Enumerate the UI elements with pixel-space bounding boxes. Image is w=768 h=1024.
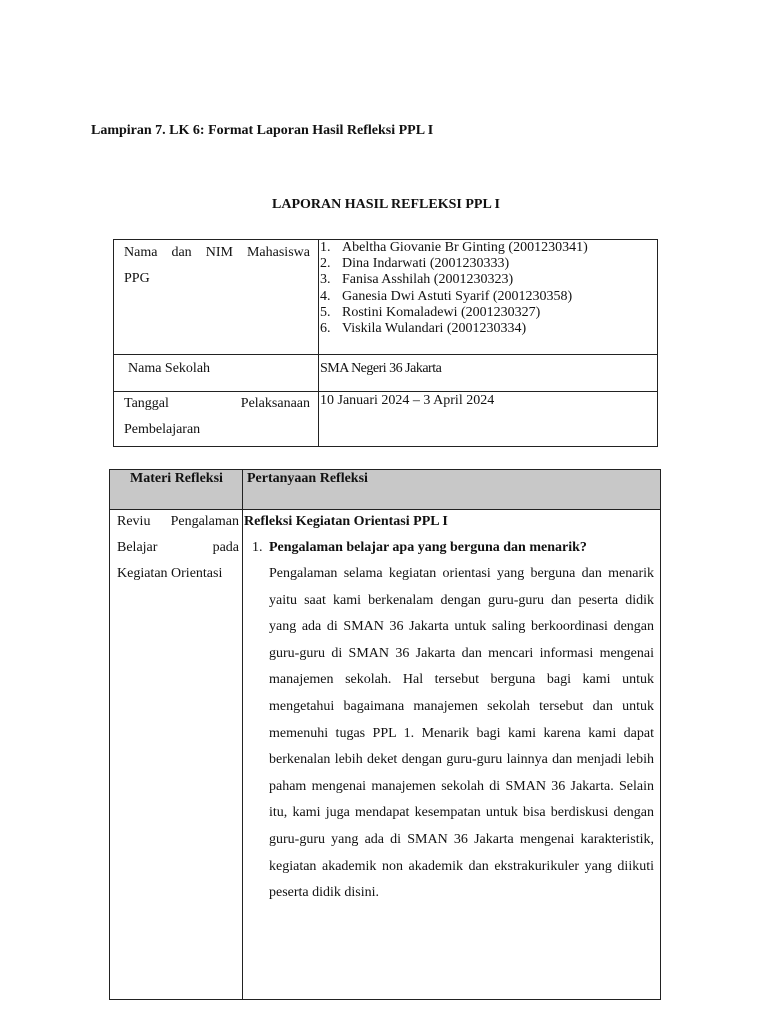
question-text: Pengalaman belajar apa yang berguna dan menarik?	[269, 540, 587, 555]
header-pertanyaan: Pertanyaan Refleksi	[247, 471, 368, 486]
section-title: Refleksi Kegiatan Orientasi PPL I	[244, 514, 448, 529]
member-item: 6. Viskila Wulandari (2001230334)	[320, 321, 527, 337]
date-label-word: Pembelajaran	[124, 422, 201, 437]
report-title: LAPORAN HASIL REFLEKSI PPL I	[272, 197, 500, 212]
date-label-word: Pelaksanaan	[240, 396, 310, 411]
date-label	[124, 391, 310, 443]
students-label-word: NIM	[205, 245, 233, 260]
students-label	[124, 240, 310, 292]
reflection-table-header	[110, 470, 660, 510]
materi-word: Kegiatan Orientasi	[117, 566, 223, 581]
answer-paragraph: Pengalaman selama kegiatan orientasi yang berguna dan menarik yaitu saat kami berkenalam dengan guru-guru dan peserta didik yang ada di SMAN 36 Jakarta untuk saling berkoordinasi dengan guru-guru di SMAN 36 Jakarta dan mencari informasi mengenai manajemen sekolah. Hal tersebut berguna bagi kami untuk mengetahui bagaimana manajemen sekolah tersebut dan untuk memenuhi tugas PPL 1. Menarik bagi kami karena kami dapat berkenalan lebih deket dengan guru-guru lainnya dan menjadi lebih paham mengenai manajemen sekolah di SMAN 36 Jakarta. Selain itu, kami juga mendapat kesempatan untuk bisa berdiskusi dengan guru-guru yang ada di SMAN 36 Jakarta mengenai karakteristik, kegiatan akademik non akademik dan ekstrakurikuler yang diikuti peserta didik disini.	[269, 566, 654, 901]
students-label-word: PPG	[124, 271, 150, 286]
header-materi: Materi Refleksi	[130, 471, 223, 486]
materi-word: Reviu	[117, 514, 151, 529]
date-label-word: Tanggal	[124, 396, 169, 411]
students-label-word: dan	[171, 245, 192, 260]
question-number: 1.	[252, 540, 263, 555]
materi-word: Pengalaman	[170, 514, 239, 529]
students-label-word: Nama	[124, 245, 158, 260]
info-row-date	[114, 391, 657, 447]
materi-word: pada	[212, 540, 239, 555]
pertanyaan-cell	[244, 509, 654, 907]
member-item: 3. Fanisa Asshilah (2001230323)	[320, 272, 514, 288]
info-row-students	[114, 240, 657, 355]
question	[244, 535, 654, 561]
date-value: 10 Januari 2024 – 3 April 2024	[320, 393, 495, 408]
member-item: 2. Dina Indarwati (2001230333)	[320, 256, 510, 272]
reflection-table	[109, 469, 661, 1000]
member-item: 4. Ganesia Dwi Astuti Syarif (2001230358)	[320, 288, 573, 304]
materi-cell	[117, 509, 239, 587]
member-list	[320, 240, 588, 337]
info-row-school	[114, 354, 657, 392]
materi-word: Belajar	[117, 540, 158, 555]
school-label: Nama Sekolah	[128, 361, 211, 376]
info-table	[113, 239, 658, 447]
students-label-word: Mahasiswa	[246, 245, 310, 260]
document-heading: Lampiran 7. LK 6: Format Laporan Hasil Refleksi PPL I	[91, 123, 434, 138]
member-item: 5. Rostini Komaladewi (2001230327)	[320, 304, 541, 320]
school-value: SMA Negeri 36 Jakarta	[320, 361, 442, 376]
reflection-table-divider	[242, 470, 243, 999]
member-item: 1. Abeltha Giovanie Br Ginting (2001230341)	[320, 240, 588, 255]
